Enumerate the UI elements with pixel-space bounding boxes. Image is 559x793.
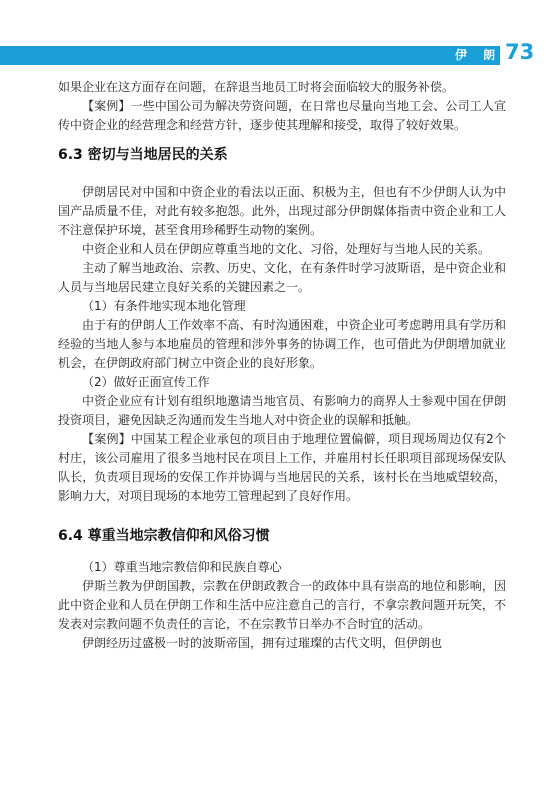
paragraph-continuation: 如果企业在这方面存在问题，在辞退当地员工时将会面临较大的服务补偿。: [58, 80, 455, 94]
paragraph: 中资企业和人员在伊朗应尊重当地的文化、习俗，处理好与当地人民的关系。: [82, 242, 491, 256]
paragraph: 伊斯兰教为伊朗国教，宗教在伊朗政教合一的政体中具有崇高的地位和影响，因此中资企业和人员在伊朗工作和生活中应注意自己的言行，不拿宗教问题开玩笑，不发表对宗教问题不负责任的言论，不在宗教节日举办不合时宜的活动。: [58, 579, 506, 631]
page-number: 73: [505, 40, 535, 64]
header-bar: [0, 46, 500, 65]
running-header-title: 伊 朗: [455, 48, 502, 62]
paragraph: 伊朗居民对中国和中资企业的看法以正面、积极为主，但也有不少伊朗人认为中国产品质量不佳，对此有较多抱怨。此外，出现过部分伊朗媒体指责中资企业和工人不注意保护环境，甚至食用珍稀野生动物的案例。: [58, 185, 506, 237]
subheading-religion: （1）尊重当地宗教信仰和民族自尊心: [82, 560, 282, 574]
paragraph: 由于有的伊朗人工作效率不高、有时沟通困难，中资企业可考虑聘用具有学历和经验的当地人参与本地雇员的管理和涉外事务的协调工作，也可借此为伊朗增加就业机会，在伊朗政府部门树立中资企业的良好形象。: [58, 318, 506, 370]
page-body: [58, 78, 506, 653]
paragraph: 中资企业应有计划有组织地邀请当地官员、有影响力的商界人士参观中国在伊朗投资项目，避免因缺乏沟通而发生当地人对中资企业的误解和抵触。: [58, 394, 506, 427]
section-heading-6-4: 6.4 尊重当地宗教信仰和风俗习惯: [58, 528, 270, 544]
paragraph: 伊朗经历过盛极一时的波斯帝国，拥有过璀璨的古代文明，但伊朗也: [82, 636, 443, 650]
paragraph: 主动了解当地政治、宗教、历史、文化，在有条件时学习波斯语，是中资企业和人员与当地居民建立良好关系的关键因素之一。: [58, 261, 506, 294]
paragraph-case-village: 【案例】中国某工程企业承包的项目由于地理位置偏僻，项目现场周边仅有2个村庄，该公司雇用了很多当地村民在项目上工作，并雇用村长任职项目部现场保安队队长，负责项目现场的安保工作并协调与当地居民的关系，该村长在当地威望较高，影响力大，对项目现场的本地劳工管理起到了良好作用。: [58, 432, 506, 503]
paragraph-case-labor: 【案例】一些中国公司为解决劳资问题，在日常也尽量向当地工会、公司工人宣传中资企业的经营理念和经营方针，逐步使其理解和接受，取得了较好效果。: [58, 99, 506, 132]
subheading-publicity: （2）做好正面宣传工作: [82, 375, 210, 389]
subheading-localization: （1）有条件地实现本地化管理: [82, 299, 246, 313]
section-heading-6-3: 6.3 密切与当地居民的关系: [58, 147, 228, 163]
